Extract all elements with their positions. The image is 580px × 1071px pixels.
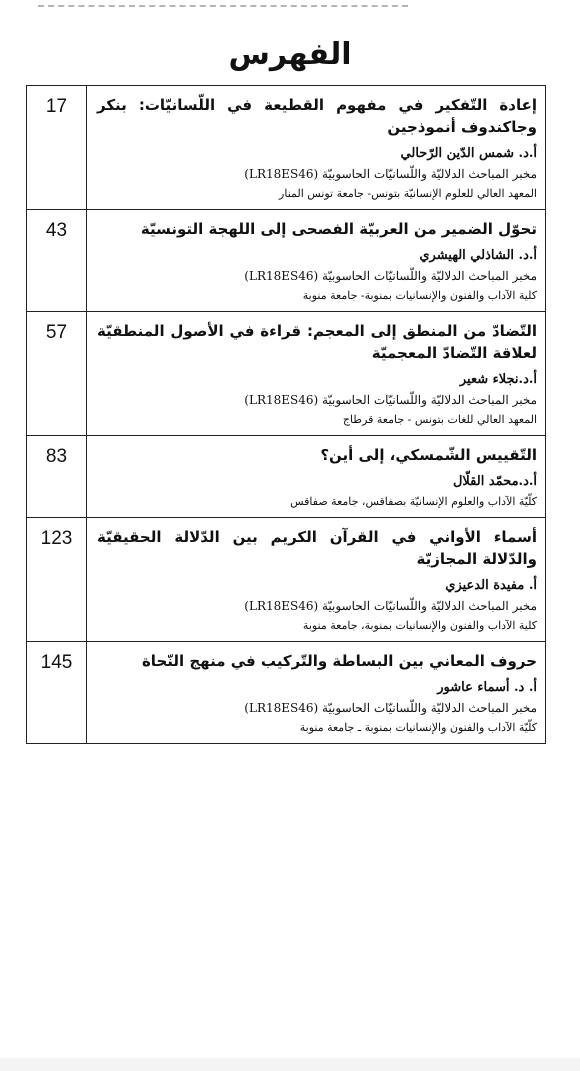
entry-author: أ.د. شمس الدّين الرّحالي <box>400 146 537 161</box>
entry-content <box>87 518 545 641</box>
entry-affiliation: مخبر المباحث الدلاليّة واللّسانيّات الحاسوبيّة (LR18ES46) <box>244 393 537 407</box>
toc-row <box>27 436 545 518</box>
entry-author: أ. د. أسماء عاشور <box>437 680 537 695</box>
entry-title: إعادة التّفكير في مفهوم القطيعة في اللّسانيّات: بنكر وجاكندوف أنموذجين <box>97 96 537 136</box>
entry-title: حروف المعاني بين البساطة والتّركيب في منهج النّحاة <box>141 652 537 670</box>
entry-content <box>87 210 545 311</box>
page-number: 17 <box>27 86 87 209</box>
entry-institution: المعهد العالي للغات بتونس - جامعة قرطاج <box>342 413 537 426</box>
page-number: 83 <box>27 436 87 517</box>
entry-title: التّقييس الشّمسكي، إلى أين؟ <box>320 446 537 464</box>
entry-author: أ.د. الشاذلي الهيشري <box>419 248 537 263</box>
page-number: 145 <box>27 642 87 743</box>
entry-content <box>87 86 545 209</box>
entry-title: أسماء الأواني في القرآن الكريم بين الدّلالة الحقيقيّة والدّلالة المجازيّة <box>97 528 537 568</box>
page-title: الفهرس <box>228 37 352 72</box>
entry-content <box>87 436 545 517</box>
toc-row <box>27 86 545 210</box>
entry-institution: كلّيّة الآداب والعلوم الإنسانيّة بصفاقس، جامعة صفاقس <box>290 495 537 508</box>
page-number: 43 <box>27 210 87 311</box>
top-dashed-divider <box>38 5 408 7</box>
toc-row <box>27 210 545 312</box>
entry-title: تحوّل الضمير من العربيّة الفصحى إلى اللهجة التونسيّة <box>140 220 537 238</box>
entry-content <box>87 312 545 435</box>
entry-title: التّضادّ من المنطق إلى المعجم: قراءة في الأصول المنطقيّة لعلاقة التّضادّ المعجميّة <box>97 322 537 362</box>
entry-affiliation: مخبر المباحث الدلاليّة واللّسانيّات الحاسوبيّة (LR18ES46) <box>244 701 537 715</box>
entry-institution: كلّيّة الآداب والفنون والإنسانيات بمنوبة ـ جامعة منوبة <box>299 721 537 734</box>
toc-row <box>27 312 545 436</box>
entry-affiliation: مخبر المباحث الدلاليّة واللّسانيّات الحاسوبيّة (LR18ES46) <box>244 599 537 613</box>
bottom-band <box>0 1058 580 1071</box>
entry-author: أ.د.محمّد القلّال <box>452 474 537 489</box>
entry-author: أ.د.نجلاء شعير <box>459 372 537 387</box>
toc-row <box>27 642 545 743</box>
entry-institution: المعهد العالي للعلوم الإنسانيّة بتونس- جامعة تونس المنار <box>279 187 537 200</box>
entry-affiliation: مخبر المباحث الدلاليّة واللّسانيّات الحاسوبيّة (LR18ES46) <box>244 167 537 181</box>
entry-content <box>87 642 545 743</box>
entry-author: أ. مفيدة الدعيزي <box>445 578 537 593</box>
table-of-contents <box>26 85 546 744</box>
toc-row <box>27 518 545 642</box>
entry-institution: كلية الآداب والفنون والإنسانيات بمنوبة- جامعة منوبة <box>302 289 537 302</box>
entry-affiliation: مخبر المباحث الدلاليّة واللّسانيّات الحاسوبيّة (LR18ES46) <box>244 269 537 283</box>
page-number: 57 <box>27 312 87 435</box>
entry-institution: كلية الآداب والفنون والإنسانيات بمنوبة، جامعة منوبة <box>302 619 537 632</box>
page-number: 123 <box>27 518 87 641</box>
